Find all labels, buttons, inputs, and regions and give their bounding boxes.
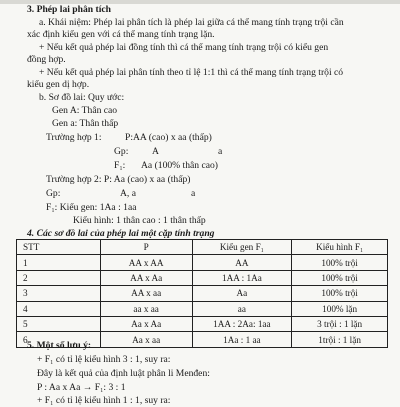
- cell-stt: 3: [17, 286, 101, 301]
- concept-line-1: a. Khái niệm: Phép lai phân tích là phép lai giữa cá thể mang tính trạng trội cần: [39, 17, 344, 28]
- cell-genotype: 1AA : 2Aa: 1aa: [192, 316, 292, 331]
- case1-gp-a: A: [152, 146, 159, 157]
- case2-f1-phenotype: Kiểu hình: 1 thân cao : 1 thân thấp: [73, 215, 206, 226]
- bullet1-line-2: đồng hợp.: [27, 54, 66, 65]
- table-row: [17, 255, 388, 270]
- cell-genotype: Aa: [192, 286, 292, 301]
- header-genotype: Kiểu gen F₁: [192, 240, 292, 255]
- gene-a-upper: Gen A: Thân cao: [52, 105, 118, 116]
- cell-phenotype: 1trội : 1 lặn: [292, 332, 388, 347]
- cell-p: AA x Aa: [100, 270, 192, 285]
- bullet1-line-1: + Nếu kết quả phép lai đồng tính thì cá thể mang tính trạng trội có kiểu gen: [39, 42, 329, 53]
- bullet2-line-2: kiểu gen dị hợp.: [27, 79, 90, 90]
- diagram-heading: b. Sơ đồ lai: Quy ước:: [39, 92, 125, 103]
- note-3: P : Aa x Aa → F₁: 3 : 1: [37, 382, 126, 393]
- table-row: [17, 286, 388, 301]
- table-header-row: [17, 240, 388, 255]
- cell-p: Aa x Aa: [100, 316, 192, 331]
- case1-label: Trường hợp 1:: [46, 132, 102, 143]
- note-4: + F₁ có tỉ lệ kiểu hình 1 : 1, suy ra:: [37, 395, 171, 406]
- cell-phenotype: 100% trội: [292, 286, 388, 301]
- cell-p: aa x aa: [100, 301, 192, 316]
- header-p: P: [100, 240, 192, 255]
- gene-a-lower: Gen a: Thân thấp: [52, 118, 119, 129]
- cell-stt: 1: [17, 255, 101, 270]
- bullet2-line-1: + Nếu kết quả phép lai phân tính theo tỉ lệ 1:1 thì cá thể mang tính trạng trội có: [39, 67, 344, 78]
- cell-p: AA x aa: [100, 286, 192, 301]
- case2-gp-label: Gp:: [46, 188, 61, 199]
- cell-genotype: 1Aa : 1 aa: [192, 332, 292, 347]
- cell-phenotype: 3 trội : 1 lặn: [292, 316, 388, 331]
- note-1: + F₁ có tỉ lệ kiểu hình 3 : 1, suy ra:: [37, 354, 171, 365]
- cell-genotype: AA: [192, 255, 292, 270]
- cell-phenotype: 100% lặn: [292, 301, 388, 316]
- case1-p: P:AA (cao) x aa (thấp): [125, 132, 212, 143]
- case1-gp-label: Gp:: [114, 146, 129, 157]
- cell-stt: 4: [17, 301, 101, 316]
- table-row: [17, 316, 388, 331]
- cell-p: Aa x aa: [100, 332, 192, 347]
- cell-phenotype: 100% trội: [292, 255, 388, 270]
- cell-stt: 2: [17, 270, 101, 285]
- concept-line-2: xác định kiểu gen với cá thể mang tính trạng lặn.: [27, 29, 215, 40]
- note-2: Đây là kết quả của định luật phân li Menđen:: [37, 368, 210, 379]
- cell-stt: 6: [17, 332, 101, 347]
- cell-phenotype: 100% trội: [292, 270, 388, 285]
- section5-title: 5. Một số lưu ý:: [27, 340, 92, 351]
- case2-gp-value: A, a: [120, 188, 136, 199]
- cell-p: AA x AA: [100, 255, 192, 270]
- cross-table: [16, 239, 388, 348]
- case1-gp-b: a: [218, 146, 223, 157]
- case2-label: Trường hợp 2: P: Aa (cao) x aa (thấp): [46, 174, 191, 185]
- case2-gp-b: a: [191, 188, 196, 199]
- table-row: [17, 301, 388, 316]
- section4-title: 4. Các sơ đồ lai của phép lai một cặp tính trạng: [27, 228, 215, 239]
- section3-title: 3. Phép lai phân tích: [27, 4, 111, 15]
- table-row: [17, 270, 388, 285]
- case2-f1-genotype: F₁: Kiểu gen: 1Aa : 1aa: [46, 202, 137, 213]
- header-phenotype: Kiểu hình F₁: [292, 240, 388, 255]
- cell-genotype: 1AA : 1Aa: [192, 270, 292, 285]
- case1-f1-label: F₁:: [114, 160, 126, 171]
- cell-genotype: aa: [192, 301, 292, 316]
- cell-stt: 5: [17, 316, 101, 331]
- case1-f1-value: Aa (100% thân cao): [141, 160, 218, 171]
- header-stt: STT: [17, 240, 101, 255]
